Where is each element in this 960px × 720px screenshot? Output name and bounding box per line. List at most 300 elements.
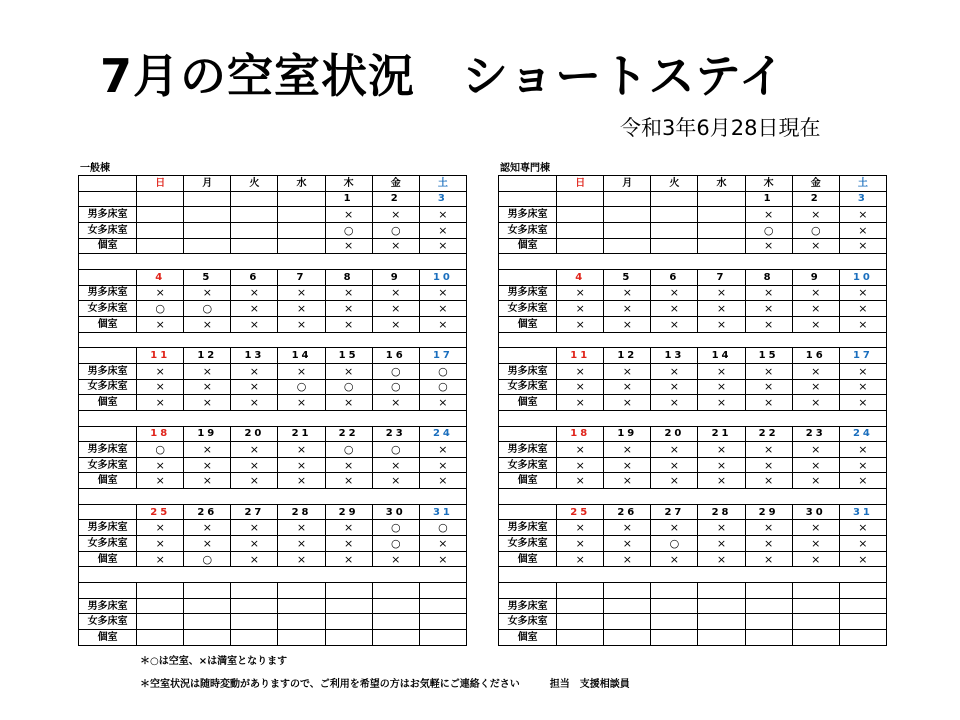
availability-cell	[137, 222, 184, 238]
date-cell: 24	[839, 426, 886, 442]
ward-label-general: 一般棟	[80, 163, 110, 174]
availability-cell: ×	[792, 363, 839, 379]
room-type-row	[79, 614, 467, 630]
weekday-header: 月	[184, 176, 231, 192]
availability-cell: ×	[231, 285, 278, 301]
date-cell: 30	[372, 504, 419, 520]
corner-cell	[79, 176, 137, 192]
availability-cell: ×	[557, 316, 604, 332]
week-spacer-row	[79, 254, 467, 270]
availability-cell	[698, 614, 745, 630]
room-type-label: 女多床室	[499, 536, 557, 552]
date-cell	[651, 191, 698, 207]
availability-cell: ○	[184, 551, 231, 567]
date-cell: 3	[419, 191, 466, 207]
weekday-header: 土	[839, 176, 886, 192]
date-cell	[137, 191, 184, 207]
availability-cell: ×	[278, 536, 325, 552]
room-type-label: 男多床室	[499, 207, 557, 223]
date-cell: 21	[278, 426, 325, 442]
date-cell: 29	[745, 504, 792, 520]
room-type-row	[79, 473, 467, 489]
availability-cell: ×	[137, 473, 184, 489]
availability-cell: ○	[372, 222, 419, 238]
availability-cell: ×	[184, 316, 231, 332]
availability-cell: ×	[278, 551, 325, 567]
availability-table-dementia	[498, 175, 887, 646]
availability-cell: ×	[651, 520, 698, 536]
room-type-label: 女多床室	[79, 379, 137, 395]
availability-cell: ×	[792, 395, 839, 411]
availability-cell: ×	[604, 285, 651, 301]
date-cell	[372, 583, 419, 599]
room-type-row	[499, 551, 887, 567]
availability-cell: ×	[792, 520, 839, 536]
room-type-label: 個室	[499, 238, 557, 254]
date-cell: 11	[557, 348, 604, 364]
room-type-row	[79, 316, 467, 332]
room-type-label: 個室	[79, 551, 137, 567]
availability-cell: ×	[792, 316, 839, 332]
corner-cell	[499, 176, 557, 192]
spacer-cell	[499, 567, 887, 583]
date-row-label-cell	[499, 583, 557, 599]
date-cell: 16	[372, 348, 419, 364]
availability-cell: ×	[278, 285, 325, 301]
availability-cell: ×	[231, 457, 278, 473]
availability-cell: ×	[557, 301, 604, 317]
room-type-label: 個室	[79, 316, 137, 332]
availability-cell: ×	[839, 457, 886, 473]
availability-cell	[557, 238, 604, 254]
room-type-row	[499, 520, 887, 536]
availability-cell	[604, 630, 651, 646]
availability-cell: ×	[372, 473, 419, 489]
date-cell: 24	[419, 426, 466, 442]
spacer-cell	[499, 254, 887, 270]
availability-cell: ×	[325, 395, 372, 411]
availability-cell: ×	[839, 395, 886, 411]
availability-cell: ×	[231, 316, 278, 332]
availability-cell: ×	[325, 238, 372, 254]
availability-cell: ×	[839, 363, 886, 379]
date-cell: 31	[839, 504, 886, 520]
room-type-row	[79, 520, 467, 536]
availability-cell: ×	[839, 551, 886, 567]
contact-note: ＊空室状況は随時変動がありますので、ご利用を希望の方はお気軽にご連絡ください 担当 支援相談員	[140, 679, 630, 690]
availability-cell: ×	[278, 316, 325, 332]
availability-cell: ×	[839, 285, 886, 301]
week-spacer-row	[79, 567, 467, 583]
date-cell: 21	[698, 426, 745, 442]
availability-cell	[137, 630, 184, 646]
room-type-row	[499, 285, 887, 301]
availability-cell	[419, 614, 466, 630]
availability-cell: ×	[372, 207, 419, 223]
availability-cell: ○	[419, 379, 466, 395]
availability-cell	[698, 222, 745, 238]
availability-cell: ×	[325, 536, 372, 552]
availability-cell: ×	[839, 301, 886, 317]
date-cell	[231, 191, 278, 207]
availability-cell	[745, 614, 792, 630]
availability-cell: ×	[557, 551, 604, 567]
availability-cell: ×	[184, 536, 231, 552]
availability-cell	[557, 222, 604, 238]
date-cell	[278, 583, 325, 599]
availability-cell: ○	[419, 520, 466, 536]
weekday-header: 日	[137, 176, 184, 192]
date-cell	[184, 583, 231, 599]
availability-cell: ×	[419, 285, 466, 301]
room-type-label: 個室	[499, 395, 557, 411]
availability-cell: ×	[419, 395, 466, 411]
availability-cell: ○	[419, 363, 466, 379]
room-type-row	[79, 379, 467, 395]
availability-cell: ×	[651, 442, 698, 458]
availability-cell	[792, 630, 839, 646]
availability-cell	[184, 222, 231, 238]
availability-cell	[651, 630, 698, 646]
availability-cell: ×	[137, 285, 184, 301]
weekday-header: 火	[231, 176, 278, 192]
availability-cell: ×	[604, 301, 651, 317]
weekday-header: 日	[557, 176, 604, 192]
availability-cell: ×	[419, 473, 466, 489]
availability-cell: ×	[184, 520, 231, 536]
date-cell: 20	[231, 426, 278, 442]
availability-cell	[231, 222, 278, 238]
availability-cell	[698, 630, 745, 646]
spacer-cell	[79, 254, 467, 270]
room-type-label: 男多床室	[499, 442, 557, 458]
availability-cell: ×	[745, 238, 792, 254]
availability-cell	[184, 614, 231, 630]
date-cell: 14	[278, 348, 325, 364]
room-type-label: 個室	[79, 473, 137, 489]
availability-cell: ×	[231, 301, 278, 317]
availability-cell	[325, 630, 372, 646]
date-cell: 17	[839, 348, 886, 364]
availability-cell: ×	[698, 285, 745, 301]
availability-cell	[231, 598, 278, 614]
room-type-label: 男多床室	[79, 363, 137, 379]
date-row	[79, 583, 467, 599]
availability-cell: ×	[278, 301, 325, 317]
date-cell: 9	[372, 269, 419, 285]
date-cell: 25	[137, 504, 184, 520]
date-cell: 27	[231, 504, 278, 520]
date-cell: 28	[278, 504, 325, 520]
room-type-row	[499, 442, 887, 458]
availability-cell: ×	[698, 379, 745, 395]
date-cell	[792, 583, 839, 599]
availability-cell: ×	[698, 395, 745, 411]
availability-cell: ×	[604, 442, 651, 458]
date-row-label-cell	[499, 269, 557, 285]
room-type-label: 女多床室	[79, 614, 137, 630]
availability-cell: ○	[137, 442, 184, 458]
date-cell: 19	[184, 426, 231, 442]
availability-cell: ×	[372, 301, 419, 317]
availability-cell: ×	[745, 316, 792, 332]
spacer-cell	[499, 489, 887, 505]
availability-cell: ○	[651, 536, 698, 552]
availability-cell: ×	[278, 457, 325, 473]
date-cell: 7	[278, 269, 325, 285]
room-type-label: 男多床室	[499, 363, 557, 379]
date-cell: 25	[557, 504, 604, 520]
availability-cell: ×	[184, 379, 231, 395]
date-cell: 17	[419, 348, 466, 364]
availability-cell: ×	[839, 473, 886, 489]
availability-cell: ×	[839, 316, 886, 332]
availability-cell: ×	[604, 395, 651, 411]
availability-cell: ×	[419, 536, 466, 552]
room-type-row	[79, 536, 467, 552]
availability-cell	[651, 238, 698, 254]
spacer-cell	[79, 489, 467, 505]
availability-cell: ○	[325, 222, 372, 238]
availability-cell: ○	[372, 536, 419, 552]
availability-cell	[419, 598, 466, 614]
date-cell: 28	[698, 504, 745, 520]
date-row	[79, 426, 467, 442]
availability-cell: ×	[325, 363, 372, 379]
date-row-label-cell	[499, 348, 557, 364]
date-cell: 30	[792, 504, 839, 520]
date-row	[499, 191, 887, 207]
spacer-cell	[79, 567, 467, 583]
availability-cell: ○	[325, 442, 372, 458]
room-type-row	[499, 536, 887, 552]
availability-cell	[137, 598, 184, 614]
availability-cell	[137, 238, 184, 254]
spacer-cell	[79, 410, 467, 426]
availability-cell: ×	[184, 395, 231, 411]
availability-cell: ×	[745, 536, 792, 552]
availability-cell: ×	[839, 442, 886, 458]
date-cell: 2	[372, 191, 419, 207]
availability-cell: ×	[137, 379, 184, 395]
availability-cell: ×	[745, 473, 792, 489]
availability-cell: ×	[231, 379, 278, 395]
availability-cell: ×	[698, 363, 745, 379]
availability-cell: ×	[745, 301, 792, 317]
week-spacer-row	[499, 332, 887, 348]
availability-cell: ×	[557, 285, 604, 301]
room-type-row	[499, 316, 887, 332]
availability-cell: ×	[137, 536, 184, 552]
availability-cell: ×	[231, 536, 278, 552]
availability-cell: ○	[137, 301, 184, 317]
availability-cell	[372, 614, 419, 630]
availability-cell: ○	[745, 222, 792, 238]
availability-cell: ×	[325, 473, 372, 489]
date-cell: 6	[651, 269, 698, 285]
availability-cell	[698, 238, 745, 254]
availability-cell: ×	[792, 457, 839, 473]
availability-cell: ×	[745, 379, 792, 395]
availability-cell: ×	[231, 442, 278, 458]
room-type-label: 個室	[79, 630, 137, 646]
availability-cell: ×	[792, 207, 839, 223]
availability-cell: ×	[372, 316, 419, 332]
availability-cell: ×	[278, 442, 325, 458]
date-cell: 18	[137, 426, 184, 442]
room-type-label: 男多床室	[499, 598, 557, 614]
availability-cell: ×	[278, 520, 325, 536]
date-cell: 23	[372, 426, 419, 442]
room-type-row	[79, 301, 467, 317]
availability-cell: ○	[184, 301, 231, 317]
availability-cell	[184, 598, 231, 614]
availability-cell: ×	[651, 316, 698, 332]
availability-cell	[651, 598, 698, 614]
date-cell: 2	[792, 191, 839, 207]
availability-cell: ×	[604, 379, 651, 395]
weekday-header: 木	[325, 176, 372, 192]
date-cell	[698, 191, 745, 207]
room-type-row	[499, 207, 887, 223]
availability-cell: ×	[184, 363, 231, 379]
availability-cell	[137, 207, 184, 223]
availability-cell: ×	[698, 473, 745, 489]
availability-cell	[278, 630, 325, 646]
availability-cell	[604, 614, 651, 630]
availability-cell: ×	[419, 457, 466, 473]
availability-cell: ×	[698, 301, 745, 317]
availability-cell: ×	[604, 536, 651, 552]
availability-cell: ×	[419, 316, 466, 332]
availability-cell: ×	[745, 207, 792, 223]
availability-cell	[698, 598, 745, 614]
room-type-label: 男多床室	[499, 285, 557, 301]
date-cell: 18	[557, 426, 604, 442]
availability-cell: ×	[604, 316, 651, 332]
availability-cell: ×	[137, 520, 184, 536]
weekday-header: 金	[792, 176, 839, 192]
room-type-row	[79, 395, 467, 411]
availability-cell: ×	[698, 551, 745, 567]
room-type-label: 男多床室	[79, 285, 137, 301]
room-type-label: 個室	[499, 473, 557, 489]
date-cell: 6	[231, 269, 278, 285]
page-title: 7月の空室状況 ショートステイ	[100, 49, 786, 103]
room-type-row	[499, 630, 887, 646]
weekday-header: 金	[372, 176, 419, 192]
room-type-label: 男多床室	[79, 442, 137, 458]
availability-cell	[184, 238, 231, 254]
week-spacer-row	[499, 254, 887, 270]
availability-cell	[278, 238, 325, 254]
availability-cell	[231, 630, 278, 646]
date-cell: 11	[137, 348, 184, 364]
date-cell: 10	[839, 269, 886, 285]
date-cell: 31	[419, 504, 466, 520]
room-type-row	[499, 473, 887, 489]
date-row-label-cell	[79, 191, 137, 207]
availability-cell	[278, 222, 325, 238]
availability-table-general	[78, 175, 467, 646]
availability-cell	[184, 207, 231, 223]
date-cell: 27	[651, 504, 698, 520]
availability-cell	[557, 630, 604, 646]
availability-cell	[557, 207, 604, 223]
date-row-label-cell	[79, 348, 137, 364]
date-cell	[137, 583, 184, 599]
availability-cell: ×	[325, 316, 372, 332]
date-cell	[651, 583, 698, 599]
availability-cell: ×	[745, 285, 792, 301]
availability-cell: ×	[839, 536, 886, 552]
availability-cell: ×	[651, 363, 698, 379]
date-cell	[557, 191, 604, 207]
availability-cell	[278, 614, 325, 630]
weekday-header: 木	[745, 176, 792, 192]
room-type-row	[499, 598, 887, 614]
room-type-label: 男多床室	[79, 207, 137, 223]
availability-cell: ×	[184, 285, 231, 301]
room-type-label: 個室	[499, 551, 557, 567]
availability-cell	[745, 630, 792, 646]
date-cell: 9	[792, 269, 839, 285]
availability-cell: ×	[137, 551, 184, 567]
availability-cell: ○	[372, 363, 419, 379]
date-row	[499, 426, 887, 442]
availability-cell: ×	[604, 473, 651, 489]
availability-cell: ×	[419, 442, 466, 458]
availability-cell	[278, 598, 325, 614]
date-row-label-cell	[499, 426, 557, 442]
availability-cell: ×	[557, 363, 604, 379]
availability-cell	[698, 207, 745, 223]
weekday-header-row	[79, 176, 467, 192]
ward-label-dementia: 認知専門棟	[500, 163, 550, 174]
date-cell: 8	[325, 269, 372, 285]
date-cell: 14	[698, 348, 745, 364]
availability-cell: ×	[137, 363, 184, 379]
date-cell: 19	[604, 426, 651, 442]
date-cell: 29	[325, 504, 372, 520]
date-cell: 26	[604, 504, 651, 520]
spacer-cell	[79, 332, 467, 348]
availability-cell	[231, 207, 278, 223]
weekday-header: 土	[419, 176, 466, 192]
availability-cell	[651, 614, 698, 630]
spacer-cell	[499, 332, 887, 348]
legend-note: ＊○は空室、×は満室となります	[140, 656, 288, 667]
date-cell: 13	[231, 348, 278, 364]
availability-cell: ×	[651, 457, 698, 473]
availability-cell: ×	[839, 207, 886, 223]
date-cell: 12	[604, 348, 651, 364]
as-of-date: 令和3年6月28日現在	[620, 116, 821, 140]
week-spacer-row	[499, 489, 887, 505]
date-row	[499, 504, 887, 520]
availability-cell: ○	[278, 379, 325, 395]
room-type-row	[79, 457, 467, 473]
availability-cell: ×	[325, 551, 372, 567]
availability-cell: ×	[325, 520, 372, 536]
availability-cell: ×	[278, 363, 325, 379]
date-cell: 13	[651, 348, 698, 364]
availability-cell: ×	[792, 473, 839, 489]
availability-cell	[372, 630, 419, 646]
room-type-label: 男多床室	[79, 598, 137, 614]
availability-cell: ×	[651, 395, 698, 411]
availability-cell: ×	[792, 238, 839, 254]
